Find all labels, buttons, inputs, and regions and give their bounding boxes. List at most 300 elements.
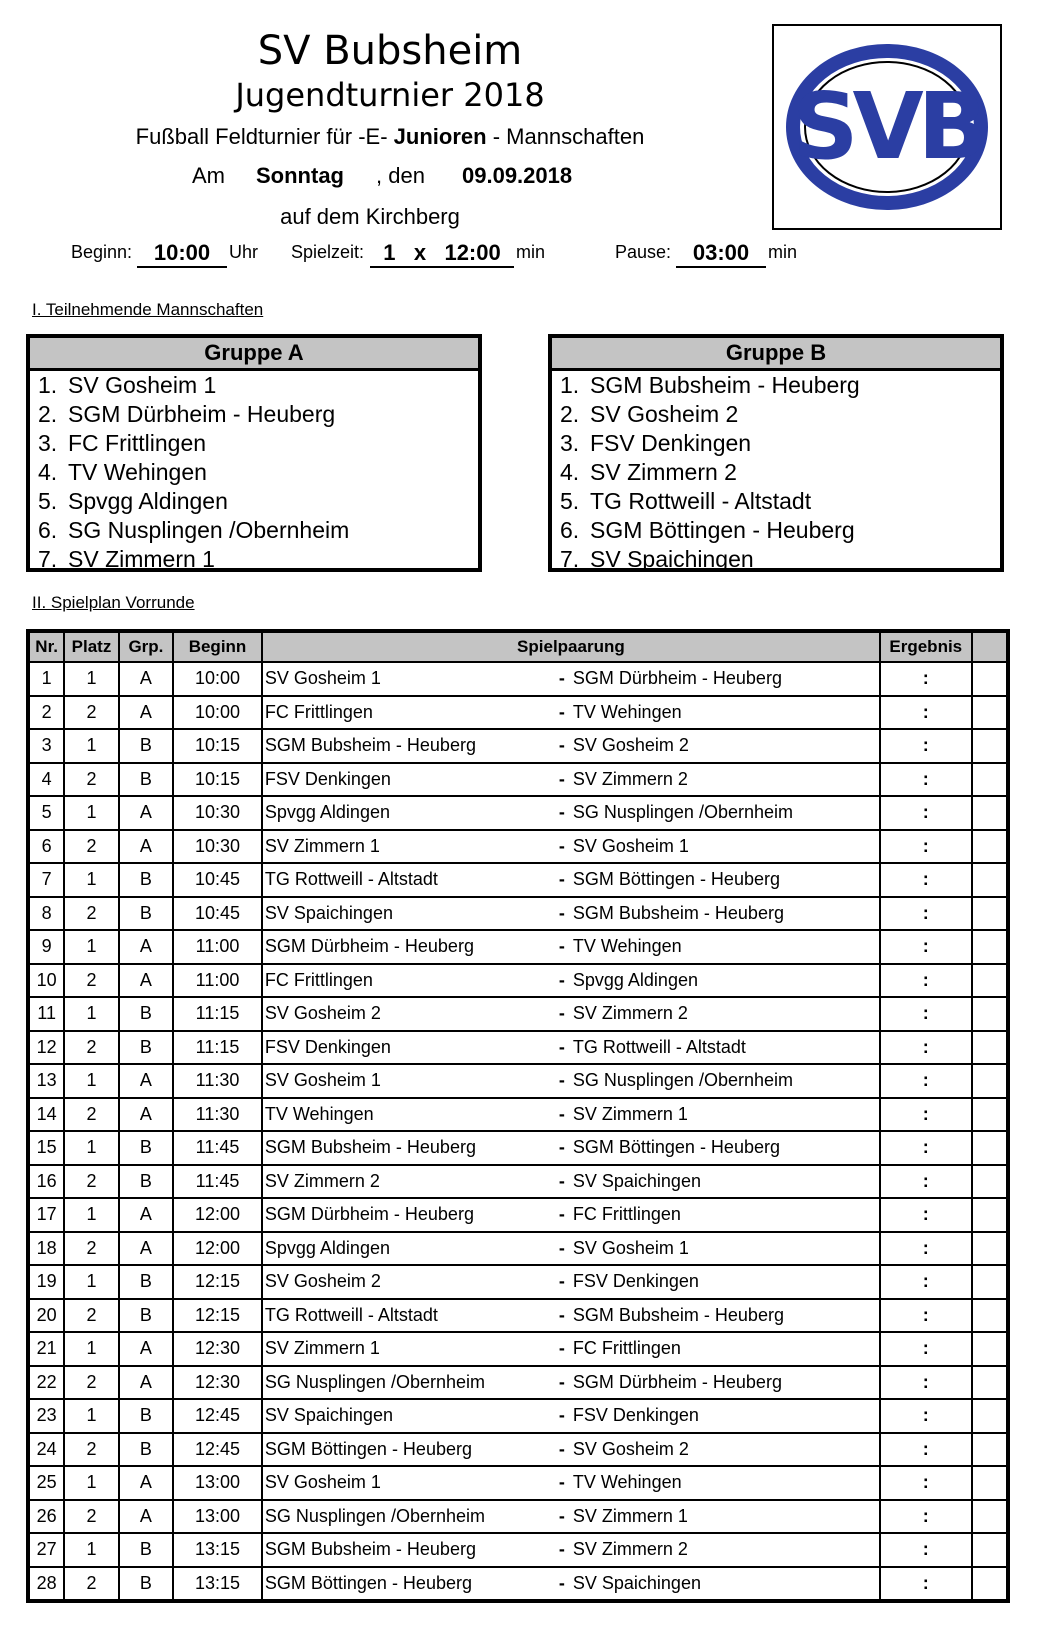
match-nr: 13 <box>28 1064 64 1098</box>
match-extra <box>972 1265 1008 1299</box>
away-team: SV Zimmern 2 <box>572 1539 688 1560</box>
group-b-team: 1. SGM Bubsheim - Heuberg <box>560 372 860 398</box>
home-team: TG Rottweill - Altstadt <box>264 869 438 890</box>
match-pairing <box>262 1332 880 1366</box>
away-team: FC Frittlingen <box>572 1204 681 1225</box>
table-row <box>28 897 1008 931</box>
match-nr: 28 <box>28 1567 64 1602</box>
match-pairing <box>262 863 880 897</box>
home-team: TV Wehingen <box>264 1103 374 1124</box>
away-team: SGM Bubsheim - Heuberg <box>572 1304 784 1325</box>
away-team: SGM Dürbheim - Heuberg <box>572 668 782 689</box>
result-separator: : <box>922 1103 929 1124</box>
home-team: FSV Denkingen <box>264 1036 391 1057</box>
result-separator: : <box>922 668 929 689</box>
result-separator: : <box>922 1170 929 1191</box>
match-result[interactable] <box>880 1366 972 1400</box>
match-nr: 17 <box>28 1198 64 1232</box>
table-row <box>28 1165 1008 1199</box>
home-team: SV Gosheim 1 <box>264 1472 381 1493</box>
pairing-separator: - <box>558 1170 565 1191</box>
match-nr: 25 <box>28 1466 64 1500</box>
match-extra <box>972 796 1008 830</box>
away-team: SV Gosheim 2 <box>572 1438 689 1459</box>
match-platz: 2 <box>64 1433 118 1467</box>
pairing-separator: - <box>558 1271 565 1292</box>
match-result[interactable] <box>880 662 972 696</box>
match-result[interactable] <box>880 1064 972 1098</box>
result-separator: : <box>922 1505 929 1526</box>
match-extra <box>972 1165 1008 1199</box>
match-nr: 9 <box>28 930 64 964</box>
pairing-separator: - <box>558 735 565 756</box>
match-pairing <box>262 1466 880 1500</box>
match-platz: 1 <box>64 1332 118 1366</box>
match-pairing <box>262 1098 880 1132</box>
description-prefix: Fußball Feldturnier für -E- <box>135 124 388 149</box>
table-row <box>28 1198 1008 1232</box>
match-group: B <box>119 1131 173 1165</box>
away-team: SG Nusplingen /Obernheim <box>572 1070 793 1091</box>
match-platz: 2 <box>64 830 118 864</box>
away-team: SV Zimmern 1 <box>572 1505 688 1526</box>
pairing-separator: - <box>558 1103 565 1124</box>
match-start: 13:00 <box>173 1500 262 1534</box>
table-row <box>28 696 1008 730</box>
match-result[interactable] <box>880 1098 972 1132</box>
pairing-separator: - <box>558 835 565 856</box>
match-group: A <box>119 1366 173 1400</box>
match-platz: 1 <box>64 997 118 1031</box>
table-row <box>28 830 1008 864</box>
away-team: SGM Dürbheim - Heuberg <box>572 1371 782 1392</box>
match-start: 12:00 <box>173 1232 262 1266</box>
match-start: 12:15 <box>173 1265 262 1299</box>
pairing-separator: - <box>558 1036 565 1057</box>
pause-unit: min <box>768 242 798 262</box>
result-separator: : <box>922 1338 929 1359</box>
section-schedule: II. Spielplan Vorrunde <box>32 593 195 612</box>
match-group: A <box>119 1198 173 1232</box>
match-result[interactable] <box>880 1433 972 1467</box>
home-team: FSV Denkingen <box>264 768 391 789</box>
table-row <box>28 1299 1008 1333</box>
match-result[interactable] <box>880 1399 972 1433</box>
away-team: SV Zimmern 2 <box>572 1003 688 1024</box>
match-result[interactable] <box>880 1165 972 1199</box>
result-separator: : <box>922 1405 929 1426</box>
match-pairing <box>262 930 880 964</box>
match-start: 11:45 <box>173 1165 262 1199</box>
match-start: 10:45 <box>173 863 262 897</box>
match-result[interactable] <box>880 897 972 931</box>
match-nr: 18 <box>28 1232 64 1266</box>
match-nr: 14 <box>28 1098 64 1132</box>
match-nr: 22 <box>28 1366 64 1400</box>
group-a-team: 3. FC Frittlingen <box>38 430 207 456</box>
match-pairing <box>262 1265 880 1299</box>
pairing-separator: - <box>558 1304 565 1325</box>
match-group: A <box>119 1098 173 1132</box>
match-start: 12:00 <box>173 1198 262 1232</box>
pairing-separator: - <box>558 668 565 689</box>
away-team: SV Gosheim 2 <box>572 735 689 756</box>
match-nr: 6 <box>28 830 64 864</box>
table-row <box>28 930 1008 964</box>
match-result[interactable] <box>880 1567 972 1602</box>
description-suffix: - Mannschaften <box>492 124 645 149</box>
pairing-separator: - <box>558 1405 565 1426</box>
page-title: SV Bubsheim <box>257 28 523 74</box>
match-platz: 2 <box>64 696 118 730</box>
match-start: 13:15 <box>173 1567 262 1602</box>
match-pairing <box>262 830 880 864</box>
match-pairing <box>262 729 880 763</box>
match-extra <box>972 1098 1008 1132</box>
pairing-separator: - <box>558 1237 565 1258</box>
match-group: A <box>119 1500 173 1534</box>
home-team: SV Spaichingen <box>264 902 393 923</box>
match-start: 10:30 <box>173 796 262 830</box>
match-pairing <box>262 997 880 1031</box>
pairing-separator: - <box>558 969 565 990</box>
group-a <box>26 334 482 572</box>
home-team: SGM Bubsheim - Heuberg <box>264 1539 476 1560</box>
table-row <box>28 1533 1008 1567</box>
match-start: 11:15 <box>173 997 262 1031</box>
table-row <box>28 1332 1008 1366</box>
match-start: 12:45 <box>173 1433 262 1467</box>
match-group: A <box>119 830 173 864</box>
match-extra <box>972 1433 1008 1467</box>
result-separator: : <box>922 735 929 756</box>
result-separator: : <box>922 1237 929 1258</box>
table-row <box>28 1232 1008 1266</box>
home-team: SV Spaichingen <box>264 1405 393 1426</box>
section-teams: I. Teilnehmende Mannschaften <box>32 300 264 319</box>
result-separator: : <box>922 1539 929 1560</box>
result-separator: : <box>922 969 929 990</box>
match-platz: 1 <box>64 863 118 897</box>
match-group: A <box>119 662 173 696</box>
table-row <box>28 1131 1008 1165</box>
match-extra <box>972 696 1008 730</box>
match-nr: 1 <box>28 662 64 696</box>
match-platz: 1 <box>64 796 118 830</box>
match-result[interactable] <box>880 930 972 964</box>
match-platz: 1 <box>64 930 118 964</box>
result-separator: : <box>922 1003 929 1024</box>
match-platz: 1 <box>64 1064 118 1098</box>
group-a-team: 7. SV Zimmern 1 <box>38 546 215 572</box>
away-team: TG Rottweill - Altstadt <box>572 1036 746 1057</box>
match-nr: 11 <box>28 997 64 1031</box>
result-separator: : <box>922 701 929 722</box>
home-team: FC Frittlingen <box>264 701 373 722</box>
match-pairing <box>262 1500 880 1534</box>
away-team: SV Gosheim 1 <box>572 1237 689 1258</box>
match-start: 12:30 <box>173 1332 262 1366</box>
result-separator: : <box>922 869 929 890</box>
match-result[interactable] <box>880 1232 972 1266</box>
schedule-body <box>28 662 1008 1601</box>
match-group: B <box>119 1567 173 1602</box>
table-row <box>28 1433 1008 1467</box>
match-group: A <box>119 1332 173 1366</box>
match-result[interactable] <box>880 763 972 797</box>
home-team: SGM Bubsheim - Heuberg <box>264 1137 476 1158</box>
match-platz: 1 <box>64 729 118 763</box>
match-pairing <box>262 1064 880 1098</box>
day-value: Sonntag <box>256 163 344 188</box>
match-group: A <box>119 964 173 998</box>
match-start: 10:00 <box>173 696 262 730</box>
home-team: Spvgg Aldingen <box>264 802 390 823</box>
table-row <box>28 1366 1008 1400</box>
match-pairing <box>262 1165 880 1199</box>
match-nr: 10 <box>28 964 64 998</box>
group-b <box>548 334 1004 572</box>
match-start: 10:15 <box>173 729 262 763</box>
match-group: B <box>119 1031 173 1065</box>
schedule-table <box>26 629 1010 1603</box>
match-extra <box>972 1131 1008 1165</box>
match-pairing <box>262 1198 880 1232</box>
result-separator: : <box>922 902 929 923</box>
home-team: SGM Bubsheim - Heuberg <box>264 735 476 756</box>
match-result[interactable] <box>880 796 972 830</box>
match-extra <box>972 1232 1008 1266</box>
match-start: 11:45 <box>173 1131 262 1165</box>
pairing-separator: - <box>558 802 565 823</box>
match-platz: 2 <box>64 1366 118 1400</box>
table-row <box>28 1399 1008 1433</box>
pause-label: Pause: <box>615 242 672 262</box>
match-extra <box>972 930 1008 964</box>
col-extra <box>972 631 1008 662</box>
away-team: SGM Böttingen - Heuberg <box>572 1137 780 1158</box>
match-nr: 20 <box>28 1299 64 1333</box>
tournament-description <box>0 124 780 150</box>
match-result[interactable] <box>880 1031 972 1065</box>
match-nr: 26 <box>28 1500 64 1534</box>
home-team: SV Gosheim 2 <box>264 1003 381 1024</box>
match-group: B <box>119 1299 173 1333</box>
match-group: B <box>119 763 173 797</box>
pairing-separator: - <box>558 1505 565 1526</box>
venue: auf dem Kirchberg <box>280 204 460 229</box>
match-extra <box>972 1332 1008 1366</box>
table-row <box>28 964 1008 998</box>
match-pairing <box>262 897 880 931</box>
match-group: B <box>119 729 173 763</box>
svb-logo-icon <box>774 26 1000 228</box>
pairing-separator: - <box>558 1472 565 1493</box>
match-pairing <box>262 1533 880 1567</box>
match-platz: 2 <box>64 1232 118 1266</box>
result-separator: : <box>922 1371 929 1392</box>
match-extra <box>972 662 1008 696</box>
home-team: SV Zimmern 2 <box>264 1170 380 1191</box>
match-extra <box>972 1399 1008 1433</box>
away-team: SV Zimmern 1 <box>572 1103 688 1124</box>
away-team: FSV Denkingen <box>572 1405 699 1426</box>
col-beginn: Beginn <box>173 631 262 662</box>
match-group: B <box>119 1533 173 1567</box>
group-a-team: 5. Spvgg Aldingen <box>38 488 228 514</box>
match-group: A <box>119 796 173 830</box>
description-bold: Junioren <box>393 124 487 149</box>
home-team: SG Nusplingen /Obernheim <box>264 1371 485 1392</box>
home-team: FC Frittlingen <box>264 969 373 990</box>
match-group: A <box>119 696 173 730</box>
group-a-title: Gruppe A <box>30 338 478 371</box>
group-b-team: 7. SV Spaichingen <box>560 546 754 572</box>
match-group: B <box>119 1265 173 1299</box>
match-nr: 16 <box>28 1165 64 1199</box>
match-result[interactable] <box>880 1466 972 1500</box>
pairing-separator: - <box>558 701 565 722</box>
match-result[interactable] <box>880 1131 972 1165</box>
den-label: , den <box>376 163 425 188</box>
match-platz: 2 <box>64 964 118 998</box>
away-team: SV Spaichingen <box>572 1572 701 1593</box>
match-result[interactable] <box>880 1533 972 1567</box>
away-team: SG Nusplingen /Obernheim <box>572 802 793 823</box>
match-platz: 2 <box>64 1031 118 1065</box>
match-group: B <box>119 897 173 931</box>
match-extra <box>972 997 1008 1031</box>
col-platz: Platz <box>64 631 118 662</box>
match-group: B <box>119 997 173 1031</box>
match-result[interactable] <box>880 1332 972 1366</box>
spielzeit-field <box>370 240 514 268</box>
match-extra <box>972 863 1008 897</box>
group-b-team: 5. TG Rottweill - Altstadt <box>560 488 812 514</box>
match-platz: 1 <box>64 1399 118 1433</box>
match-start: 10:45 <box>173 897 262 931</box>
match-result[interactable] <box>880 863 972 897</box>
match-extra <box>972 1466 1008 1500</box>
home-team: TG Rottweill - Altstadt <box>264 1304 438 1325</box>
match-pairing <box>262 763 880 797</box>
beginn-value: 10:00 <box>137 240 227 268</box>
group-b-team: 4. SV Zimmern 2 <box>560 459 737 485</box>
match-group: B <box>119 863 173 897</box>
spielzeit-unit: min <box>516 242 546 262</box>
result-separator: : <box>922 1572 929 1593</box>
away-team: Spvgg Aldingen <box>572 969 698 990</box>
match-platz: 2 <box>64 1098 118 1132</box>
away-team: TV Wehingen <box>572 701 682 722</box>
match-start: 11:00 <box>173 930 262 964</box>
home-team: SV Zimmern 1 <box>264 835 380 856</box>
match-result[interactable] <box>880 729 972 763</box>
group-b-team: 2. SV Gosheim 2 <box>560 401 739 427</box>
pairing-separator: - <box>558 1204 565 1225</box>
match-result[interactable] <box>880 1265 972 1299</box>
table-row <box>28 1098 1008 1132</box>
match-nr: 5 <box>28 796 64 830</box>
result-separator: : <box>922 1271 929 1292</box>
result-separator: : <box>922 1472 929 1493</box>
match-extra <box>972 830 1008 864</box>
match-nr: 7 <box>28 863 64 897</box>
match-extra <box>972 1198 1008 1232</box>
match-start: 13:15 <box>173 1533 262 1567</box>
match-extra <box>972 729 1008 763</box>
match-platz: 1 <box>64 1131 118 1165</box>
match-nr: 8 <box>28 897 64 931</box>
pairing-separator: - <box>558 936 565 957</box>
match-platz: 2 <box>64 1500 118 1534</box>
pairing-separator: - <box>558 1338 565 1359</box>
result-separator: : <box>922 802 929 823</box>
pairing-separator: - <box>558 1003 565 1024</box>
match-platz: 1 <box>64 1265 118 1299</box>
spielzeit-label: Spielzeit: <box>291 242 365 262</box>
match-result[interactable] <box>880 830 972 864</box>
pause-value: 03:00 <box>676 240 766 268</box>
group-a-team: 1. SV Gosheim 1 <box>38 372 217 398</box>
away-team: FC Frittlingen <box>572 1338 681 1359</box>
pairing-separator: - <box>558 902 565 923</box>
pairing-separator: - <box>558 869 565 890</box>
match-result[interactable] <box>880 696 972 730</box>
match-group: A <box>119 1232 173 1266</box>
pairing-separator: - <box>558 1070 565 1091</box>
match-pairing <box>262 1567 880 1602</box>
col-ergebnis: Ergebnis <box>880 631 972 662</box>
date-value: 09.09.2018 <box>462 163 573 188</box>
match-result[interactable] <box>880 964 972 998</box>
match-start: 12:45 <box>173 1399 262 1433</box>
col-spielpaarung: Spielpaarung <box>262 631 880 662</box>
match-result[interactable] <box>880 1198 972 1232</box>
match-start: 12:30 <box>173 1366 262 1400</box>
pairing-separator: - <box>558 1371 565 1392</box>
match-start: 10:15 <box>173 763 262 797</box>
match-extra <box>972 1366 1008 1400</box>
match-pairing <box>262 1131 880 1165</box>
match-group: A <box>119 1466 173 1500</box>
match-result[interactable] <box>880 997 972 1031</box>
table-row <box>28 729 1008 763</box>
result-separator: : <box>922 1438 929 1459</box>
result-separator: : <box>922 1070 929 1091</box>
table-row <box>28 1466 1008 1500</box>
match-nr: 15 <box>28 1131 64 1165</box>
am-label: Am <box>192 163 225 188</box>
beginn-unit: Uhr <box>229 242 259 262</box>
match-pairing <box>262 662 880 696</box>
match-result[interactable] <box>880 1299 972 1333</box>
match-result[interactable] <box>880 1500 972 1534</box>
schedule-header-row <box>28 631 1008 662</box>
col-grp: Grp. <box>119 631 173 662</box>
group-a-team: 4. TV Wehingen <box>38 459 207 485</box>
home-team: SGM Böttingen - Heuberg <box>264 1572 472 1593</box>
home-team: SGM Dürbheim - Heuberg <box>264 936 474 957</box>
match-start: 11:00 <box>173 964 262 998</box>
spielzeit-count: 1 <box>383 240 396 265</box>
match-platz: 2 <box>64 763 118 797</box>
pairing-separator: - <box>558 768 565 789</box>
match-pairing <box>262 1399 880 1433</box>
match-group: B <box>119 1165 173 1199</box>
table-row <box>28 763 1008 797</box>
away-team: TV Wehingen <box>572 1472 682 1493</box>
